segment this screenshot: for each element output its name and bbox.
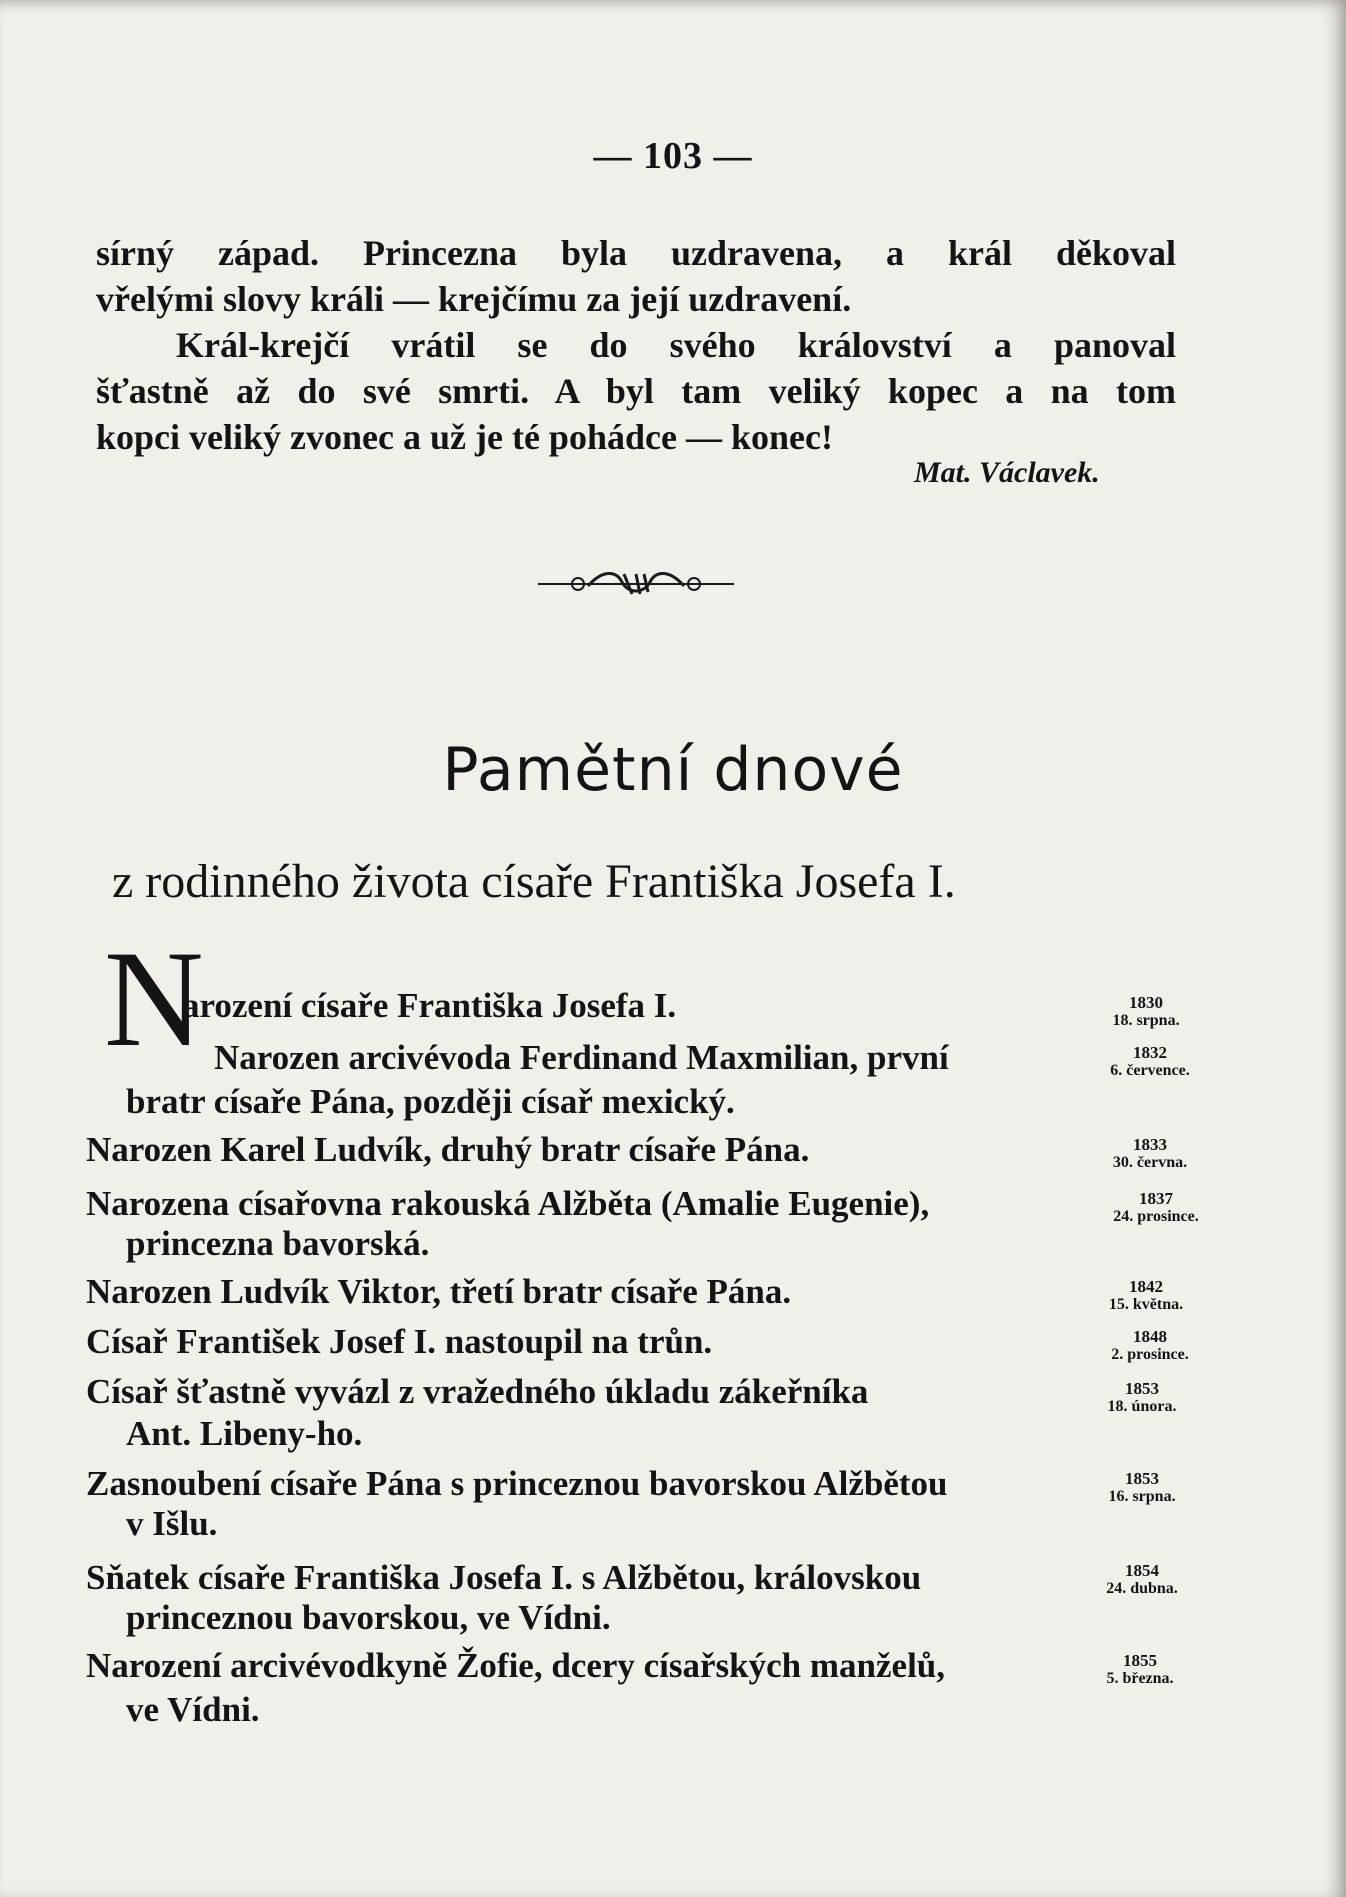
entry-date — [1072, 1380, 1212, 1416]
entry-year: 1853 — [1125, 1469, 1159, 1488]
page-number: — 103 — — [593, 135, 753, 177]
entry-day: 5. března. — [1106, 1670, 1174, 1687]
entry-year: 1830 — [1129, 993, 1163, 1012]
entry-date — [1072, 1470, 1212, 1506]
entry-line: Císař šťastně vyvázl z vražedného úkladu zákeřníka — [86, 1372, 869, 1411]
entry-day: 18. srpna. — [1112, 1012, 1180, 1029]
entry-date — [1080, 1328, 1220, 1364]
entry-line: Narozen Karel Ludvík, druhý bratr císaře Pána. — [86, 1130, 810, 1169]
entry-date — [1076, 1278, 1216, 1314]
entry-day: 24. prosince. — [1113, 1208, 1199, 1225]
entry-day: 15. května. — [1108, 1296, 1184, 1313]
entry-line: Císař František Josef I. nastoupil na trůn. — [86, 1322, 713, 1361]
entry-year: 1848 — [1133, 1327, 1167, 1346]
entry-line: princezna bavorská. — [126, 1224, 430, 1263]
entry-day: 24. dubna. — [1106, 1580, 1178, 1597]
section-subheading: z rodinného života císaře Františka Josefa I. — [112, 855, 956, 908]
entry-date — [1076, 994, 1216, 1030]
entry-line: Ant. Libeny-ho. — [126, 1414, 363, 1453]
drop-cap: N — [104, 922, 204, 1075]
entry-date — [1080, 1044, 1220, 1080]
entry-year: 1842 — [1129, 1277, 1163, 1296]
entry-date — [1072, 1562, 1212, 1598]
story-line: sírný západ. Princezna byla uzdravena, a král děkoval — [96, 233, 1176, 273]
entry-year: 1832 — [1133, 1043, 1167, 1062]
entry-line: Zasnoubení císaře Pána s princeznou bavorskou Alžbětou — [86, 1464, 948, 1503]
entry-year: 1833 — [1133, 1135, 1167, 1154]
entry-year: 1853 — [1125, 1379, 1159, 1398]
entry-line: ve Vídni. — [126, 1690, 260, 1729]
entry-date — [1086, 1190, 1226, 1226]
entry-line: Narozen Ludvík Viktor, třetí bratr císaře Pána. — [86, 1272, 792, 1311]
story-line: šťastně až do své smrti. A byl tam veliký kopec a na tom — [96, 371, 1176, 411]
entry-line: Narození arcivévodkyně Žofie, dcery císařských manželů, — [86, 1646, 946, 1685]
story-line: Král-krejčí vrátil se do svého království a panoval — [176, 325, 1176, 365]
entry-day: 6. července. — [1110, 1062, 1190, 1079]
entry-day: 2. prosince. — [1111, 1346, 1189, 1363]
entry-line: Narozen arcivévoda Ferdinand Maxmilian, první — [214, 1038, 949, 1077]
entry-date — [1070, 1652, 1210, 1688]
story-signature: Mat. Václavek. — [914, 456, 1100, 489]
entry-year: 1854 — [1125, 1561, 1159, 1580]
entry-date — [1080, 1136, 1220, 1172]
entry-line: v Išlu. — [126, 1504, 218, 1543]
entry-day: 18. února. — [1107, 1398, 1177, 1415]
story-line: kopci veliký zvonec a už je té pohádce — konec! — [96, 417, 833, 457]
entry-line: Narozena císařovna rakouská Alžběta (Amalie Eugenie), — [86, 1184, 930, 1223]
entry-line: arození císaře Františka Josefa I. — [182, 986, 677, 1025]
entry-day: 16. srpna. — [1108, 1488, 1176, 1505]
entry-year: 1855 — [1123, 1651, 1157, 1670]
section-heading: Pamětní dnové — [442, 735, 904, 805]
decorative-ornament — [536, 566, 736, 600]
entry-line: Sňatek císaře Františka Josefa I. s Alžbětou, královskou — [86, 1558, 922, 1597]
entry-day: 30. června. — [1112, 1154, 1188, 1171]
story-ending — [96, 230, 1176, 460]
story-line: vřelými slovy králi — krejčímu za její uzdravení. — [96, 279, 852, 319]
entry-line: bratr císaře Pána, později císař mexický. — [126, 1082, 735, 1121]
entry-year: 1837 — [1139, 1189, 1173, 1208]
entry-line: princeznou bavorskou, ve Vídni. — [126, 1598, 611, 1637]
